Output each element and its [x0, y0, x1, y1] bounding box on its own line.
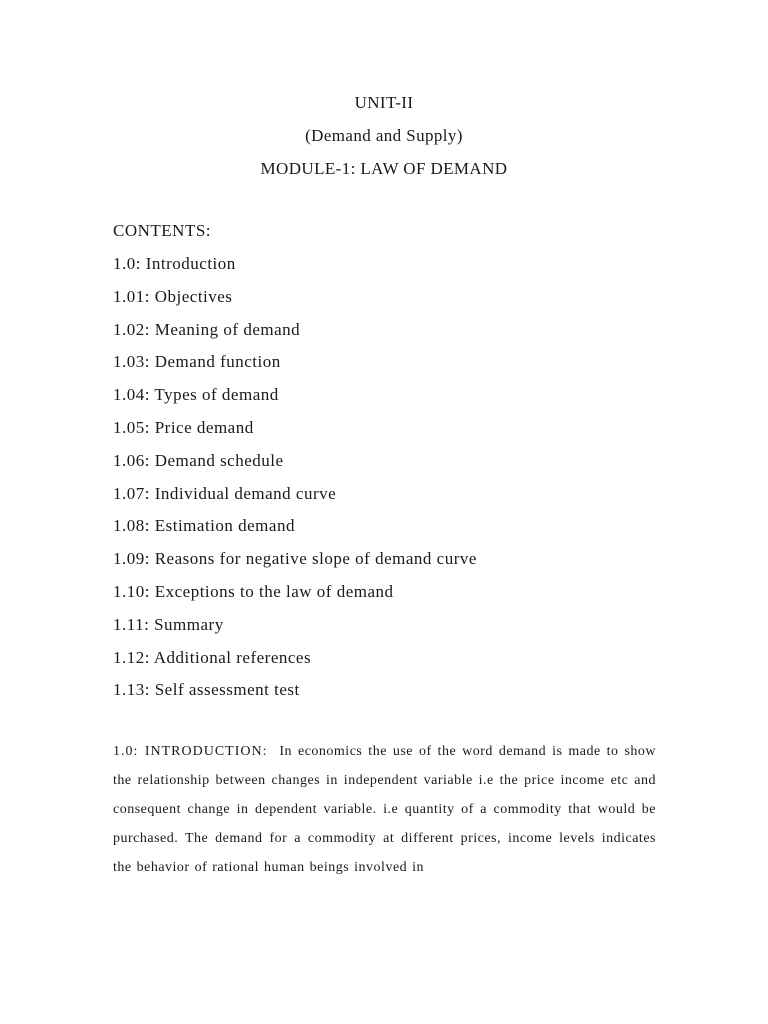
- unit-subtitle: (Demand and Supply): [305, 126, 463, 145]
- contents-item: 1.12: Additional references: [113, 647, 312, 667]
- contents-item: 1.02: Meaning of demand: [113, 319, 301, 339]
- contents-item: 1.08: Estimation demand: [113, 516, 295, 536]
- contents-item: 1.05: Price demand: [113, 417, 254, 437]
- table-of-contents: [113, 220, 477, 712]
- contents-item: 1.07: Individual demand curve: [113, 483, 337, 503]
- introduction-heading: 1.0: INTRODUCTION:: [113, 744, 268, 759]
- contents-item: 1.04: Types of demand: [113, 385, 279, 405]
- module-title: MODULE-1: LAW OF DEMAND: [260, 159, 508, 178]
- contents-item: 1.01: Objectives: [113, 286, 233, 306]
- contents-item: 1.0: Introduction: [113, 254, 236, 273]
- contents-item: 1.09: Reasons for negative slope of demand curve: [113, 549, 477, 569]
- unit-title: UNIT-II: [354, 93, 414, 112]
- introduction-text: In economics the use of the word demand is made to show the relationship between changes in independent variable i.e the price income etc and consequent change in dependent variable. i.e quantity of a commodity that would be purchased. The demand for a commodity at different prices, income levels indicates the behavior of rational human beings involved in: [113, 744, 657, 875]
- contents-item: 1.10: Exceptions to the law of demand: [113, 581, 394, 601]
- contents-item: 1.06: Demand schedule: [113, 450, 284, 470]
- contents-item: 1.03: Demand function: [113, 352, 281, 372]
- contents-item: 1.11: Summary: [113, 614, 224, 634]
- introduction-paragraph: [113, 737, 656, 882]
- contents-title: CONTENTS:: [113, 221, 211, 240]
- contents-item: 1.13: Self assessment test: [113, 680, 300, 700]
- contents-list: [113, 253, 477, 712]
